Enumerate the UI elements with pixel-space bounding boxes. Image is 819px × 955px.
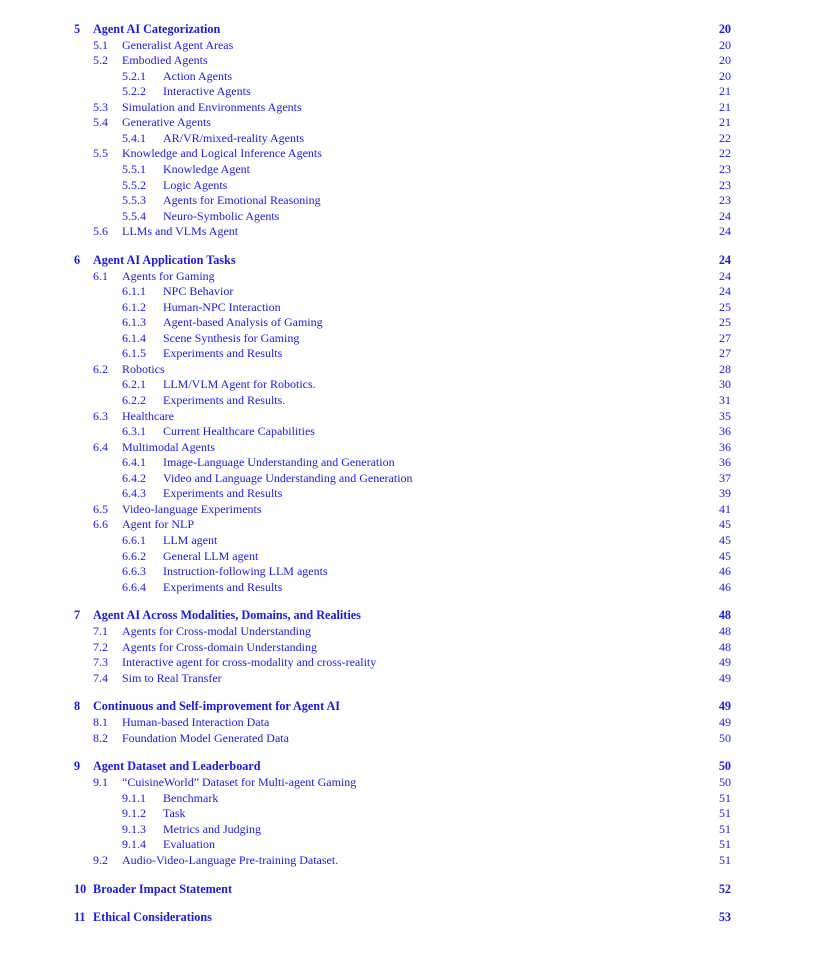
toc-entry-title: Logic Agents [163,177,228,192]
toc-entry-page: 52 [718,881,731,896]
toc-entry-page: 21 [719,115,731,130]
toc-entry-number: 8 [74,699,81,714]
toc-entry-title: Scene Synthesis for Gaming [163,330,300,345]
toc-entry-title: LLMs and VLMs Agent [122,224,239,239]
toc-entry-page: 45 [719,517,731,532]
toc-entry-title: Broader Impact Statement [93,881,233,896]
toc-entry-6-2-1[interactable] [0,376,819,392]
toc-entry-6-1-3[interactable] [0,314,819,330]
toc-entry-9[interactable] [0,758,819,774]
toc-entry-page: 49 [718,699,731,714]
dot-leader [264,83,709,99]
toc-entry-8-1[interactable] [0,714,819,730]
toc-entry-number: 5.5 [93,146,108,161]
toc-entry-title: Agents for Cross-domain Understanding [122,639,317,654]
toc-entry-6-2[interactable] [0,361,819,377]
toc-entry-6-6-1[interactable] [0,532,819,548]
toc-entry-number: 8.1 [93,715,108,729]
toc-entry-page: 23 [719,193,731,208]
toc-entry-number: 7.4 [93,670,108,685]
toc-entry-number: 5 [74,22,81,36]
toc-entry-number: 6.6.1 [122,532,146,547]
toc-entry-page: 23 [719,162,731,176]
toc-entry-title: Experiments and Results. [163,393,286,407]
toc-entry-number: 7 [74,608,81,623]
dot-leader [320,130,709,146]
toc-entry-page: 50 [719,730,731,745]
toc-entry-10[interactable] [0,881,819,897]
toc-entry-9-1-3[interactable] [0,821,819,837]
toc-entry-number: 6.3 [93,408,108,423]
toc-entry-title: Knowledge Agent [163,162,250,176]
toc-entry-page: 36 [719,439,731,454]
toc-entry-number: 9.1.2 [122,806,146,820]
toc-entry-title: General LLM agent [163,548,259,563]
toc-entry-7-1[interactable] [0,623,819,639]
toc-entry-page: 45 [719,532,731,547]
toc-entry-title: Generalist Agent Areas [122,37,234,52]
toc-entry-title: LLM/VLM Agent for Robotics. [163,377,316,392]
dot-leader [339,145,709,161]
toc-entry-number: 9.2 [93,852,108,867]
toc-entry-title: Agent AI Application Tasks [93,253,236,267]
toc-entry-title: Interactive Agents [163,84,251,99]
toc-entry-page: 27 [719,330,731,345]
toc-entry-page: 51 [719,790,731,805]
toc-entry-title: Task [163,806,186,820]
toc-entry-number: 6.4.1 [122,455,146,470]
toc-entry-number: 6.6.2 [122,548,146,563]
toc-entry-title: Robotics [122,361,165,376]
toc-entry-page: 50 [719,774,731,789]
dot-leader [245,114,709,130]
toc-entry-page: 30 [719,377,731,392]
toc-entry-6-6-3[interactable] [0,563,819,579]
dot-leader [292,208,709,224]
toc-entry-page: 41 [719,501,731,516]
toc-entry-number: 5.6 [93,224,108,239]
toc-entry-6-1-5[interactable] [0,345,819,361]
toc-entry-page: 51 [719,806,731,820]
toc-entry-5-5-1[interactable] [0,161,819,177]
dot-leader [245,37,709,53]
toc-entry-page: 35 [719,408,731,423]
toc-entry-title: Embodied Agents [122,53,208,68]
dot-leader [330,192,709,208]
toc-entry-page: 46 [719,579,731,594]
dot-leader [330,376,709,392]
toc-entry-number: 7.2 [93,639,108,654]
toc-entry-page: 49 [719,655,731,669]
toc-entry-title: AR/VR/mixed-reality Agents [163,130,304,145]
toc-entry-number: 5.2.1 [122,68,146,83]
toc-entry-page: 20 [718,22,731,36]
toc-entry-9-1[interactable] [0,774,819,790]
toc-entry-9-2[interactable] [0,852,819,868]
toc-entry-page: 51 [719,837,731,852]
toc-entry-title: Current Healthcare Capabilities [163,424,315,439]
dot-leader [245,439,709,455]
toc-entry-5-5-2[interactable] [0,177,819,193]
dot-leader [245,516,709,532]
dot-leader [339,563,709,579]
dot-leader [386,654,709,670]
toc-entry-title: Action Agents [163,68,232,83]
toc-entry-number: 5.4.1 [122,130,146,145]
toc-entry-number: 6.1.5 [122,346,146,361]
toc-entry-9-1-4[interactable] [0,836,819,852]
toc-entry-number: 9 [74,759,81,774]
toc-entry-number: 6.4.3 [122,486,146,501]
toc-entry-8-2[interactable] [0,730,819,746]
toc-entry-6-2-2[interactable] [0,392,819,408]
dot-leader [292,579,709,595]
toc-entry-page: 36 [719,455,731,470]
toc-entry-number: 8.2 [93,730,108,745]
toc-entry-6-6[interactable] [0,516,819,532]
toc-entry-number: 5.4 [93,115,108,130]
dot-leader [311,99,709,115]
dot-leader [367,774,709,790]
toc-entry-5-2-2[interactable] [0,83,819,99]
toc-entry-number: 6.2 [93,361,108,376]
toc-entry-number: 5.2.2 [122,84,146,99]
toc-entry-number: 5.5.3 [122,193,146,208]
toc-entry-title: Human-based Interaction Data [122,715,270,729]
toc-entry-number: 10 [74,881,87,896]
toc-entry-page: 22 [719,146,731,161]
toc-entry-title: Audio-Video-Language Pre-training Dataset. [122,852,339,867]
toc-entry-page: 24 [718,253,731,267]
toc-entry-title: “CuisineWorld” Dataset for Multi-agent Gaming [122,774,357,789]
toc-entry-title: Ethical Considerations [93,910,212,925]
toc-entry-6-3[interactable] [0,408,819,424]
toc-entry-title: Agents for Gaming [122,268,215,283]
toc-entry-page: 53 [718,910,731,925]
toc-entry-page: 28 [719,361,731,376]
toc-entry-number: 6.2.1 [122,377,146,392]
toc-entry-title: Video-language Experiments [122,501,262,516]
toc-entry-page: 21 [719,84,731,99]
toc-entry-6-1[interactable] [0,268,819,284]
toc-entry-number: 6.6 [93,517,108,532]
toc-entry-number: 5.5.4 [122,208,146,223]
toc-entry-number: 9.1 [93,774,108,789]
dot-leader [273,501,709,517]
toc-entry-title: Multimodal Agents [122,439,215,454]
toc-entry-page: 48 [718,608,731,623]
toc-entry-title: Video and Language Understanding and Generation [163,470,413,485]
toc-entry-7[interactable] [0,607,819,623]
toc-entry-page: 24 [719,224,731,239]
toc-entry-title: Benchmark [163,790,219,805]
toc-entry-number: 7.1 [93,623,108,638]
toc-entry-number: 6.5 [93,501,108,516]
toc-entry-number: 6.2.2 [122,393,146,407]
toc-entry-page: 51 [719,821,731,836]
toc-entry-11[interactable] [0,909,819,925]
dot-leader [301,392,709,408]
toc-entry-5-4[interactable] [0,114,819,130]
dot-leader [273,548,709,564]
toc-entry-title: Healthcare [122,408,174,423]
toc-entry-page: 48 [719,623,731,638]
toc-entry-page: 24 [719,284,731,299]
toc-entry-page: 48 [719,639,731,654]
toc-entry-6-4-3[interactable] [0,485,819,501]
dot-leader [264,161,709,177]
toc-entry-7-3[interactable] [0,654,819,670]
toc-entry-page: 21 [719,99,731,114]
dot-leader [292,345,709,361]
toc-entry-number: 6.4.2 [122,470,146,485]
toc-entry-number: 6.6.4 [122,579,146,594]
toc-entry-number: 6 [74,253,81,267]
dot-leader [330,423,709,439]
dot-leader [405,454,709,470]
dot-leader [245,670,709,686]
toc-entry-6-6-2[interactable] [0,548,819,564]
toc-entry-number: 7.3 [93,655,108,669]
toc-entry-page: 24 [719,208,731,223]
toc-entry-page: 50 [718,759,731,774]
toc-entry-6-4-1[interactable] [0,454,819,470]
toc-entry-number: 5.3 [93,99,108,114]
toc-entry-title: Generative Agents [122,115,211,130]
toc-entry-title: Experiments and Results [163,486,283,501]
toc-entry-page: 49 [719,670,731,685]
toc-entry-number: 5.5.1 [122,162,146,176]
toc-entry-title: NPC Behavior [163,284,234,299]
toc-entry-title: Simulation and Environments Agents [122,99,302,114]
toc-entry-page: 45 [719,548,731,563]
toc-entry-title: Instruction-following LLM agents [163,564,328,578]
dot-leader [254,223,709,239]
dot-leader [292,299,709,315]
dot-leader [245,52,709,68]
dot-leader [320,623,709,639]
toc-entry-9-1-1[interactable] [0,790,819,806]
toc-entry-8[interactable] [0,698,819,714]
toc-entry-title: Metrics and Judging [163,821,261,836]
toc-entry-page: 51 [719,852,731,867]
toc-entry-6-5[interactable] [0,501,819,517]
toc-entry-number: 6.1.3 [122,315,146,330]
toc-entry-number: 9.1.1 [122,790,146,805]
toc-entry-title: Agents for Emotional Reasoning [163,193,321,208]
toc-entry-page: 20 [719,53,731,68]
toc-entry-5-2[interactable] [0,52,819,68]
toc-entry-page: 20 [719,68,731,83]
toc-entry-title: Foundation Model Generated Data [122,730,289,745]
toc-entry-5[interactable] [0,21,819,37]
dot-leader [245,68,709,84]
toc-entry-title: Agent for NLP [122,517,194,532]
toc-entry-6-3-1[interactable] [0,423,819,439]
dot-leader [245,790,709,806]
dot-leader [245,408,709,424]
toc-entry-6[interactable] [0,252,819,268]
dot-leader [245,177,709,193]
toc-entry-title: LLM agent [163,532,218,547]
toc-entry-5-1[interactable] [0,37,819,53]
toc-entry-title: Neuro-Symbolic Agents [163,208,280,223]
toc-entry-number: 6.4 [93,439,108,454]
toc-entry-page: 46 [719,564,731,578]
toc-entry-number: 9.1.4 [122,837,146,852]
dot-leader [283,714,709,730]
toc-entry-page: 22 [719,130,731,145]
toc-entry-page: 27 [719,346,731,361]
toc-entry-number: 9.1.3 [122,821,146,836]
toc-entry-page: 36 [719,424,731,439]
dot-leader [245,532,709,548]
toc-entry-5-5-4[interactable] [0,208,819,224]
toc-entry-title: Interactive agent for cross-modality and cross-reality [122,655,377,669]
toc-entry-title: Experiments and Results [163,579,283,594]
toc-entry-7-2[interactable] [0,639,819,655]
toc-entry-title: Continuous and Self-improvement for Agent AI [93,699,341,714]
toc-entry-title: Agent Dataset and Leaderboard [93,759,261,774]
toc-entry-number: 6.1.4 [122,330,146,345]
toc-entry-6-4[interactable] [0,439,819,455]
toc-entry-page: 20 [719,37,731,52]
toc-entry-6-6-4[interactable] [0,579,819,595]
dot-leader [330,639,709,655]
toc-entry-7-4[interactable] [0,670,819,686]
toc-entry-number: 5.5.2 [122,177,146,192]
toc-entry-number: 6.3.1 [122,424,146,439]
toc-entry-number: 6.1.1 [122,284,146,299]
dot-leader [245,268,709,284]
toc-entry-title: Knowledge and Logical Inference Agents [122,146,322,161]
toc-entry-page: 25 [719,299,731,314]
toc-entry-number: 5.1 [93,37,108,52]
toc-entry-page: 37 [719,470,731,485]
dot-leader [301,730,709,746]
toc-entry-title: Experiments and Results [163,346,283,361]
toc-entry-5-2-1[interactable] [0,68,819,84]
dot-leader [339,314,709,330]
toc-entry-6-4-2[interactable] [0,470,819,486]
toc-entry-title: Agents for Cross-modal Understanding [122,623,311,638]
toc-entry-5-4-1[interactable] [0,130,819,146]
dot-leader [311,330,709,346]
toc-entry-page: 25 [719,315,731,330]
toc-entry-title: Evaluation [163,837,215,852]
dot-leader [273,821,709,837]
toc-entry-5-5[interactable] [0,145,819,161]
toc-entry-page: 39 [719,486,731,501]
toc-entry-5-3[interactable] [0,99,819,115]
toc-entry-title: Human-NPC Interaction [163,299,281,314]
toc-entry-title: Image-Language Understanding and Generation [163,455,395,470]
toc-entry-page: 23 [719,177,731,192]
dot-leader [245,283,709,299]
toc-entry-page: 49 [719,715,731,729]
toc-entry-6-1-2[interactable] [0,299,819,315]
toc-entry-title: Agent AI Across Modalities, Domains, and Realities [93,608,361,623]
toc-entry-6-1-1[interactable] [0,283,819,299]
toc-entry-page: 24 [719,268,731,283]
toc-entry-5-6[interactable] [0,223,819,239]
toc-entry-9-1-2[interactable] [0,805,819,821]
toc-entry-number: 6.1 [93,268,108,283]
toc-entry-title: Sim to Real Transfer [122,670,222,685]
toc-entry-title: Agent AI Categorization [93,22,221,36]
toc-entry-5-5-3[interactable] [0,192,819,208]
toc-entry-title: Agent-based Analysis of Gaming [163,315,323,330]
dot-leader [424,470,709,486]
toc-entry-number: 6.6.3 [122,564,146,578]
toc-entry-number: 6.1.2 [122,299,146,314]
dot-leader [292,485,709,501]
dot-leader [348,852,709,868]
toc-entry-page: 31 [719,393,731,407]
toc-entry-6-1-4[interactable] [0,330,819,346]
toc-entry-number: 5.2 [93,53,108,68]
toc-entry-number: 11 [74,910,86,925]
dot-leader [245,361,709,377]
dot-leader [245,836,709,852]
dot-leader [245,805,709,821]
